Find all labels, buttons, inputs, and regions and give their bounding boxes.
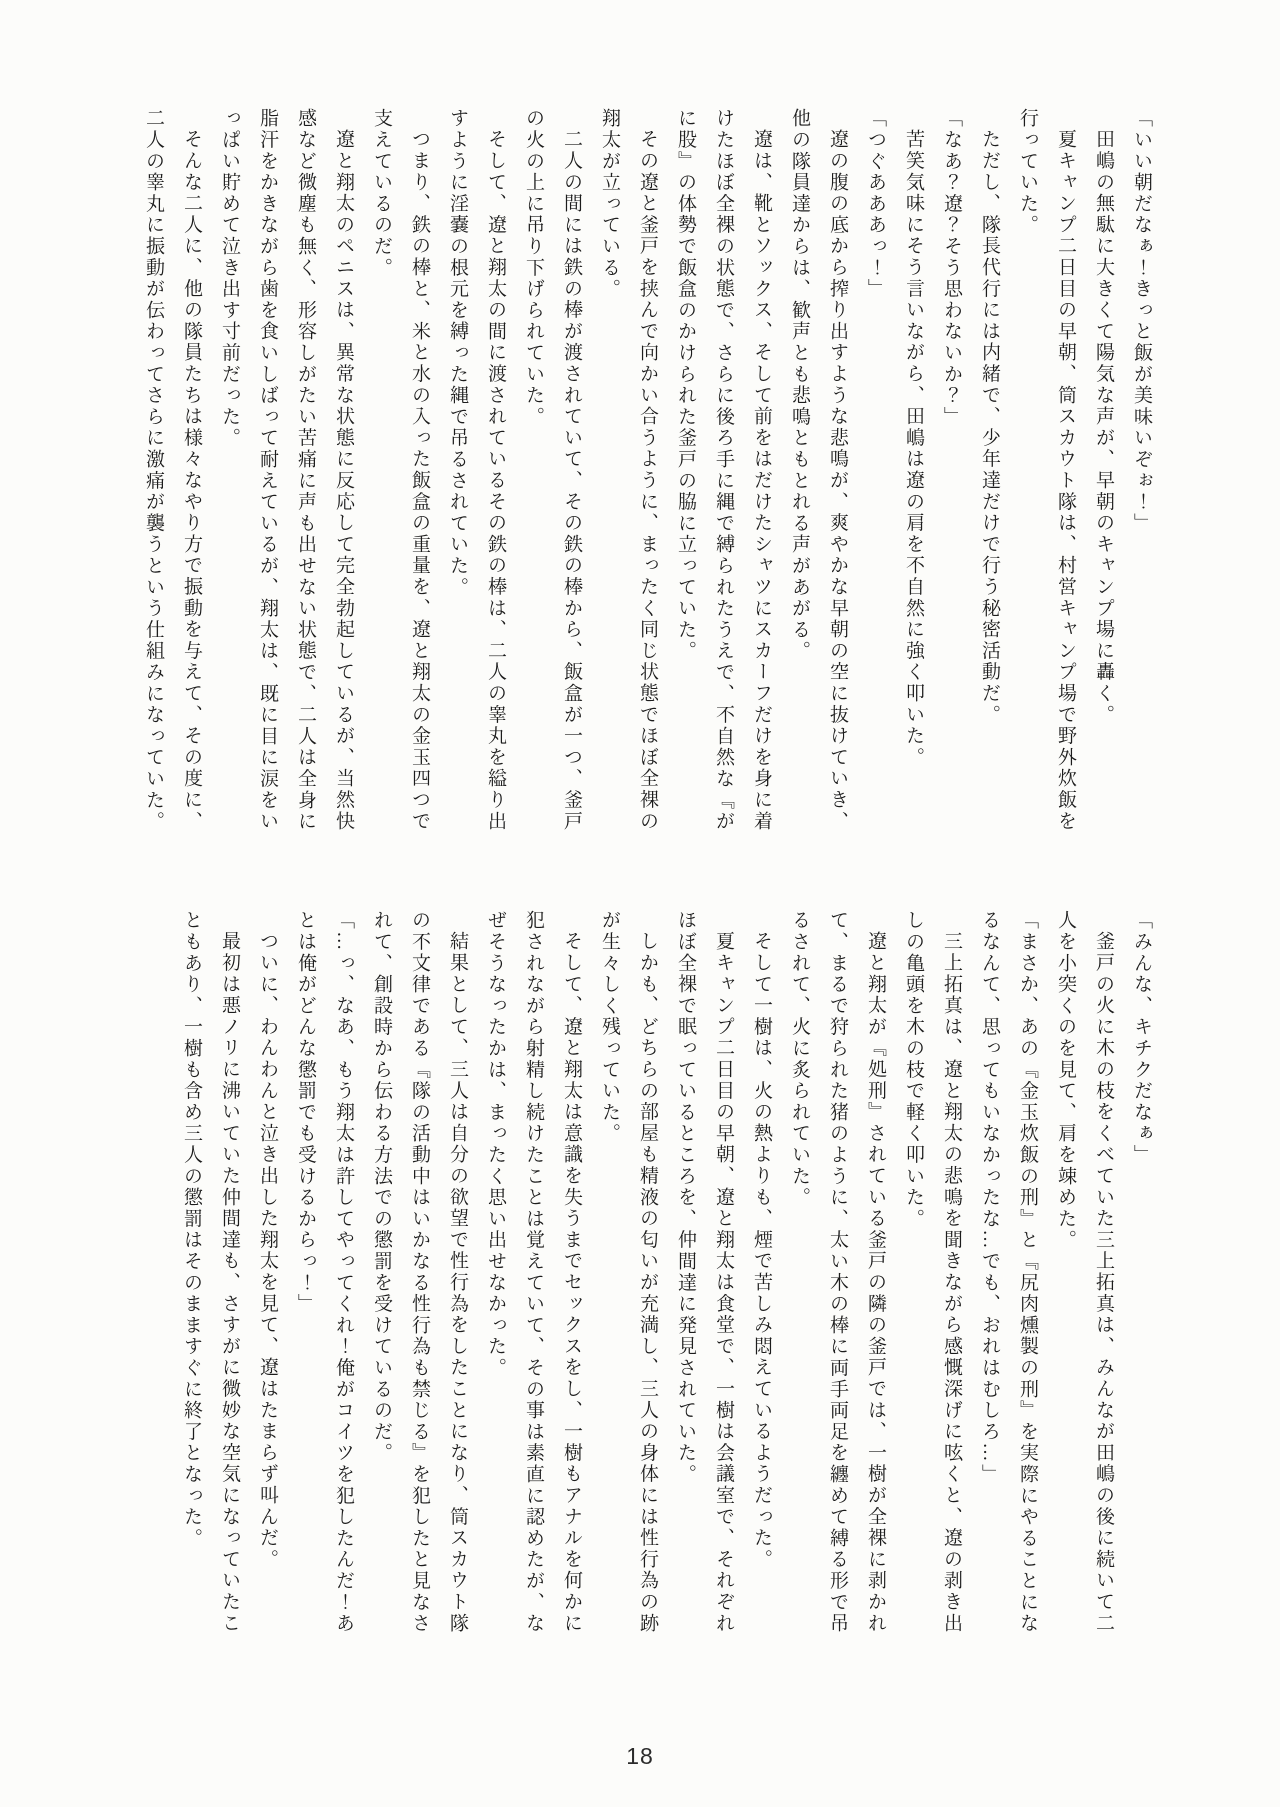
page-number: 18 — [626, 1743, 654, 1769]
paragraph: 夏キャンプ二日目の早朝、筒スカウト隊は、村営キャンプ場で野外炊飯を行っていた。 — [1017, 108, 1076, 832]
paragraph: 遼と翔太のペニスは、異常な状態に反応して完全勃起しているが、当然快感など微塵も無く、形容しがたい苦痛に声も出せない状態で、二人は全身に脂汗をかきながら歯を食いしばって耐えているが、翔太は、既に目に涙をいっぱい貯めて泣き出す寸前だった。 — [219, 108, 354, 833]
paragraph: 「…っ、なあ、もう翔太は許してやってくれ！俺がコイツを犯したんだ！あとは俺がどんな懲罰でも受けるからっ！」 — [295, 910, 354, 1635]
paragraph: 田嶋の無駄に大きくて陽気な声が、早朝のキャンプ場に轟く。 — [1093, 129, 1114, 726]
paragraph: 釜戸の火に木の枝をくべていた三上拓真は、みんなが田嶋の後に続いて二人を小突くのを見て、肩を竦めた。 — [1055, 910, 1114, 1634]
paragraph: 結果として、三人は自分の欲望で性行為をしたことになり、筒スカウト隊の不文律である『隊の活動中はいかなる性行為も禁じる』を犯したと見なされて、創設時から伝わる方法での懲罰を受けているのだ。 — [371, 910, 468, 1635]
paragraph: 「まさか、あの『金玉炊飯の刑』と『尻肉燻製の刑』を実際にやることになるなんて、思ってもいなかったな…でも、おれはむしろ…」 — [979, 910, 1038, 1635]
paragraph: ついに、わんわんと泣き出した翔太を見て、遼はたまらず叫んだ。 — [257, 931, 278, 1570]
paragraph: そして一樹は、火の熱よりも、煙で苦しみ悶えているようだった。 — [751, 931, 772, 1570]
paragraph: そして、遼と翔太は意識を失うまでセックスをし、一樹もアナルを何かに犯されながら射精し続けたことは覚えていて、その事は素直に認めたが、なぜそうなったかは、まったく思い出せなかった。 — [485, 910, 582, 1635]
paragraph: つまり、鉄の棒と、米と水の入った飯盒の重量を、遼と翔太の金玉四つで支えているのだ。 — [371, 108, 430, 832]
paragraph: その遼と釜戸を挟んで向かい合うように、まったく同じ状態でほぼ全裸の翔太が立っている。 — [599, 108, 658, 832]
paragraph: 二人の間には鉄の棒が渡されていて、その鉄の棒から、飯盒が一つ、釜戸の火の上に吊り下げられていた。 — [523, 108, 582, 832]
text-block-upper — [134, 108, 1160, 834]
paragraph: 苦笑気味にそう言いながら、田嶋は遼の肩を不自然に強く叩いた。 — [903, 129, 924, 768]
text-block-lower — [172, 910, 1160, 1636]
paragraph: 「つぐあああっ！」 — [865, 108, 886, 300]
paragraph: 遼は、靴とソックス、そして前をはだけたシャツにスカーフだけを身に着けたほぼ全裸の状態で、さらに後ろ手に縄で縛られたうえで、不自然な『がに股』の体勢で飯盒のかけられた釜戸の脇に立っていた。 — [675, 108, 772, 833]
paragraph: 「なあ？遼？そう思わないか？」 — [941, 108, 962, 428]
paragraph: 三上拓真は、遼と翔太の悲鳴を聞きながら感慨深げに呟くと、遼の剥き出しの亀頭を木の枝で軽く叩いた。 — [903, 910, 962, 1634]
paragraph: 夏キャンプ二日目の早朝、遼と翔太は食堂で、一樹は会議室で、それぞれほぼ全裸で眠っているところを、仲間達に発見されていた。 — [675, 910, 734, 1634]
paragraph: 「いい朝だなぁ！きっと飯が美味いぞぉ！」 — [1131, 108, 1152, 534]
paragraph: 遼の腹の底から搾り出すような悲鳴が、爽やかな早朝の空に抜けていき、他の隊員達からは、歓声とも悲鳴ともとれる声があがる。 — [789, 108, 848, 832]
paragraph: 「みんな、キチクだなぁ」 — [1131, 910, 1152, 1166]
paragraph: ただし、隊長代行には内緒で、少年達だけで行う秘密活動だ。 — [979, 129, 1000, 726]
paragraph: しかも、どちらの部屋も精液の匂いが充満し、三人の身体には性行為の跡が生々しく残っていた。 — [599, 910, 658, 1634]
paragraph: そんな二人に、他の隊員たちは様々なやり方で振動を与えて、その度に、二人の睾丸に振動が伝わってさらに激痛が襲うという仕組みになっていた。 — [143, 108, 202, 833]
paragraph: 遼と翔太が『処刑』されている釜戸の隣の釜戸では、一樹が全裸に剥かれて、まるで狩られた猪のように、太い木の棒に両手両足を纏めて縛る形で吊るされて、火に炙られていた。 — [789, 910, 886, 1635]
paragraph: そして、遼と翔太の間に渡されているその鉄の棒は、二人の睾丸を縊り出すように淫嚢の根元を縛った縄で吊るされていた。 — [447, 108, 506, 832]
paragraph: 最初は悪ノリに沸いていた仲間達も、さすがに微妙な空気になっていたこともあり、一樹も含め三人の懲罰はそのまますぐに終了となった。 — [181, 910, 240, 1634]
